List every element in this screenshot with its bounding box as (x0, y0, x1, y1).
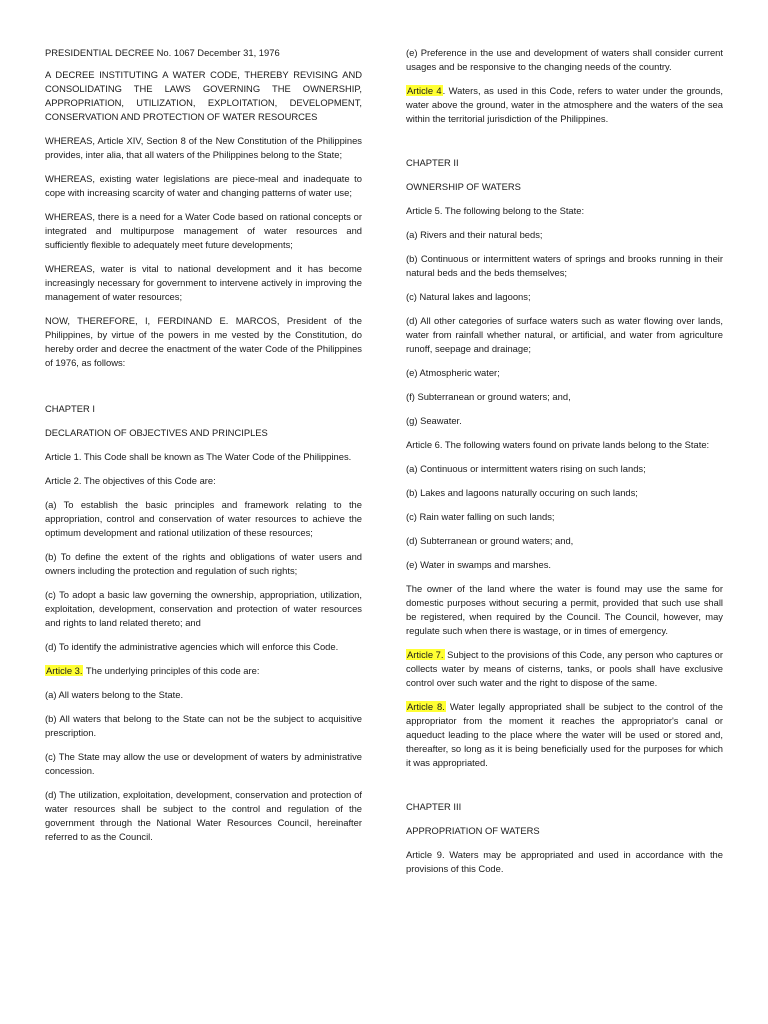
list-item: (e) Preference in the use and development of waters shall consider current usages and be responsive to the changing needs of the country. (406, 47, 723, 72)
list-item: (g) Seawater. (406, 415, 462, 426)
article-paragraph: Article 6. The following waters found on private lands belong to the State: (406, 439, 710, 450)
chapter-title: DECLARATION OF OBJECTIVES AND PRINCIPLES (45, 427, 268, 438)
article-text: Subject to the provisions of this Code, any person who captures or collects water by means of cisterns, tanks, or pools shall have exclusive control over such water and the right to dispose of the same. (406, 649, 723, 688)
decree-title: PRESIDENTIAL DECREE No. 1067 December 31, 1976 (45, 47, 280, 58)
list-item: (e) Water in swamps and marshes. (406, 559, 552, 570)
list-item: (b) Lakes and lagoons naturally occuring on such lands; (406, 487, 638, 498)
highlighted-article-label: Article 8. (407, 701, 445, 712)
chapter-heading: CHAPTER II (406, 157, 459, 168)
list-item: (a) Rivers and their natural beds; (406, 229, 543, 240)
list-item: (e) Atmospheric water; (406, 367, 500, 378)
list-item: (d) To identify the administrative agencies which will enforce this Code. (45, 641, 339, 652)
list-item: (a) All waters belong to the State. (45, 689, 184, 700)
list-item: (c) To adopt a basic law governing the ownership, appropriation, utilization, exploitation, development, conservation and protection of water resources and rights to land related thereto; and (45, 589, 362, 628)
left-column (45, 46, 362, 854)
article-paragraph (406, 700, 723, 770)
enactment-paragraph: NOW, THEREFORE, I, FERDINAND E. MARCOS, President of the Philippines, by virtue of the powers in me vested by the Constitution, do hereby order and decree the enactment of the water Code of the Philippines of 1976, as follows: (45, 315, 362, 368)
whereas-paragraph: WHEREAS, water is vital to national development and it has become increasingly necessary for government to intervene actively in improving the management of water resources; (45, 263, 362, 302)
list-item: (b) To define the extent of the rights and obligations of water users and owners including the protection and regulation of such rights; (45, 551, 362, 576)
article-paragraph (406, 84, 723, 126)
decree-subtitle: A DECREE INSTITUTING A WATER CODE, THEREBY REVISING AND CONSOLIDATING THE LAWS GOVERNING THE OWNERSHIP, APPROPRIATION, UTILIZATION, EXPLOITATION, DEVELOPMENT, CONSERVATION AND PROTECTION OF WATER RESOURCES (45, 69, 362, 122)
article-paragraph: Article 2. The objectives of this Code are: (45, 475, 216, 486)
article-paragraph: Article 5. The following belong to the State: (406, 205, 585, 216)
chapter-title: OWNERSHIP OF WATERS (406, 181, 521, 192)
list-item: (d) The utilization, exploitation, development, conservation and protection of water resources shall be subject to the control and regulation of the government through the National Water Resources Council, hereinafter referred to as the Council. (45, 789, 362, 842)
article-paragraph: Article 9. Waters may be appropriated and used in accordance with the provisions of this Code. (406, 849, 723, 874)
body-paragraph: The owner of the land where the water is found may use the same for domestic purposes without securing a permit, provided that such use shall be registered, when required by the Council. The Council, however, may regulate such when there is wastage, or in times of emergency. (406, 583, 723, 636)
chapter-heading: CHAPTER I (45, 403, 96, 414)
whereas-paragraph: WHEREAS, there is a need for a Water Code based on rational concepts or integrated and multipurpose management of water resources and sufficiently flexible to adequately meet future developments; (45, 211, 362, 250)
highlighted-article-label: Article 7. (407, 649, 444, 660)
article-text: . Waters, as used in this Code, refers to water under the grounds, water above the ground, water in the atmosphere and the waters of the sea within the territorial jurisdiction of the Philippines. (406, 85, 723, 124)
chapter-heading: CHAPTER III (406, 801, 462, 812)
article-text: Water legally appropriated shall be subject to the control of the appropriator from the moment it reaches the appropriator's canal or aqueduct leading to the place where the water will be used or stored and, thereafter, so long as it is being beneficially used for the purposes for which it was appropriated. (406, 701, 723, 768)
list-item: (c) Natural lakes and lagoons; (406, 291, 531, 302)
list-item: (c) The State may allow the use or development of waters by administrative concession. (45, 751, 362, 776)
list-item: (d) Subterranean or ground waters; and, (406, 535, 574, 546)
list-item: (b) All waters that belong to the State can not be the subject to acquisitive prescription. (45, 713, 362, 738)
chapter-title: APPROPRIATION OF WATERS (406, 825, 540, 836)
whereas-paragraph: WHEREAS, existing water legislations are piece-meal and inadequate to cope with increasing scarcity of water and changing patterns of water use; (45, 173, 362, 198)
right-column (406, 46, 723, 886)
list-item: (a) Continuous or intermittent waters rising on such lands; (406, 463, 646, 474)
article-text: The underlying principles of this code are: (83, 665, 260, 676)
list-item: (d) All other categories of surface waters such as water flowing over lands, water from rainfall whether natural, or artificial, and water from agriculture runoff, seepage and drainage; (406, 315, 723, 354)
whereas-paragraph: WHEREAS, Article XIV, Section 8 of the New Constitution of the Philippines provides, inter alia, that all waters of the Philippines belong to the State; (45, 135, 362, 160)
highlighted-article-label: Article 3. (46, 665, 83, 676)
list-item: (f) Subterranean or ground waters; and, (406, 391, 571, 402)
article-paragraph: Article 1. This Code shall be known as The Water Code of the Philippines. (45, 451, 352, 462)
list-item: (a) To establish the basic principles and framework relating to the appropriation, control and conservation of water resources to achieve the optimum development and rational utilization of these resources; (45, 499, 362, 538)
highlighted-article-label: Article 4 (407, 85, 442, 96)
list-item: (c) Rain water falling on such lands; (406, 511, 555, 522)
article-paragraph (406, 648, 723, 690)
list-item: (b) Continuous or intermittent waters of springs and brooks running in their natural beds and the beds themselves; (406, 253, 723, 278)
article-paragraph (45, 664, 362, 678)
